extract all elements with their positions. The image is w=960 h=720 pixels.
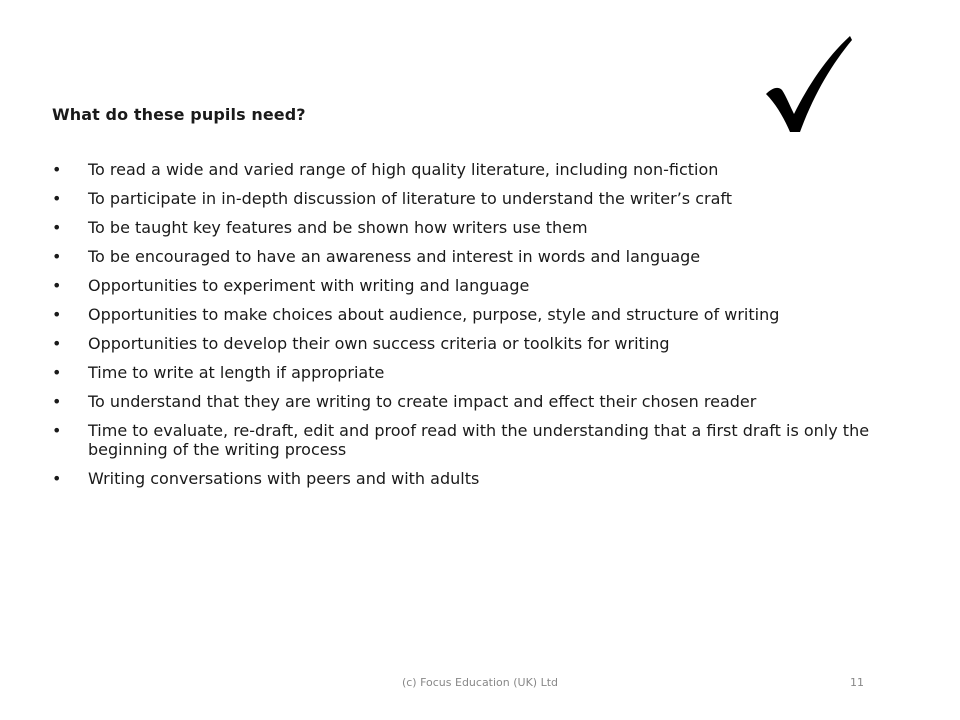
bullet-symbol: • bbox=[52, 189, 62, 208]
list-item-text: To read a wide and varied range of high quality literature, including non-fiction bbox=[88, 160, 719, 179]
list-item-text: Time to write at length if appropriate bbox=[88, 363, 385, 382]
list-item bbox=[52, 363, 872, 382]
list-item-text: Opportunities to experiment with writing and language bbox=[88, 276, 530, 295]
bullet-symbol: • bbox=[52, 247, 62, 266]
list-item-text: To be taught key features and be shown how writers use them bbox=[88, 218, 588, 237]
bullet-symbol: • bbox=[52, 421, 62, 440]
bullet-symbol: • bbox=[52, 218, 62, 237]
slide-heading: What do these pupils need? bbox=[52, 105, 306, 124]
list-item bbox=[52, 218, 872, 237]
list-item bbox=[52, 334, 872, 353]
list-item bbox=[52, 189, 872, 208]
list-item-text: To be encouraged to have an awareness and interest in words and language bbox=[88, 247, 701, 266]
bullet-symbol: • bbox=[52, 334, 62, 353]
list-item-text: Opportunities to develop their own success criteria or toolkits for writing bbox=[88, 334, 670, 353]
bullet-symbol: • bbox=[52, 160, 62, 179]
bullet-list bbox=[52, 160, 872, 498]
list-item bbox=[52, 160, 872, 179]
checkmark-icon bbox=[760, 34, 856, 136]
footer-copyright: (c) Focus Education (UK) Ltd bbox=[401, 676, 559, 689]
bullet-symbol: • bbox=[52, 469, 62, 488]
bullet-symbol: • bbox=[52, 305, 62, 324]
list-item bbox=[52, 469, 872, 488]
list-item-text: Time to evaluate, re-draft, edit and proof read with the understanding that a first draft is only the beginning of the writing process bbox=[88, 421, 870, 459]
page-number: 11 bbox=[850, 676, 864, 689]
list-item bbox=[52, 421, 872, 459]
list-item bbox=[52, 247, 872, 266]
bullet-symbol: • bbox=[52, 276, 62, 295]
list-item-text: Opportunities to make choices about audience, purpose, style and structure of writing bbox=[88, 305, 780, 324]
bullet-symbol: • bbox=[52, 392, 62, 411]
list-item bbox=[52, 276, 872, 295]
bullet-symbol: • bbox=[52, 363, 62, 382]
list-item-text: To participate in in-depth discussion of literature to understand the writer’s craft bbox=[88, 189, 733, 208]
list-item-text: Writing conversations with peers and with adults bbox=[88, 469, 480, 488]
list-item bbox=[52, 305, 872, 324]
list-item bbox=[52, 392, 872, 411]
list-item-text: To understand that they are writing to create impact and effect their chosen reader bbox=[88, 392, 757, 411]
